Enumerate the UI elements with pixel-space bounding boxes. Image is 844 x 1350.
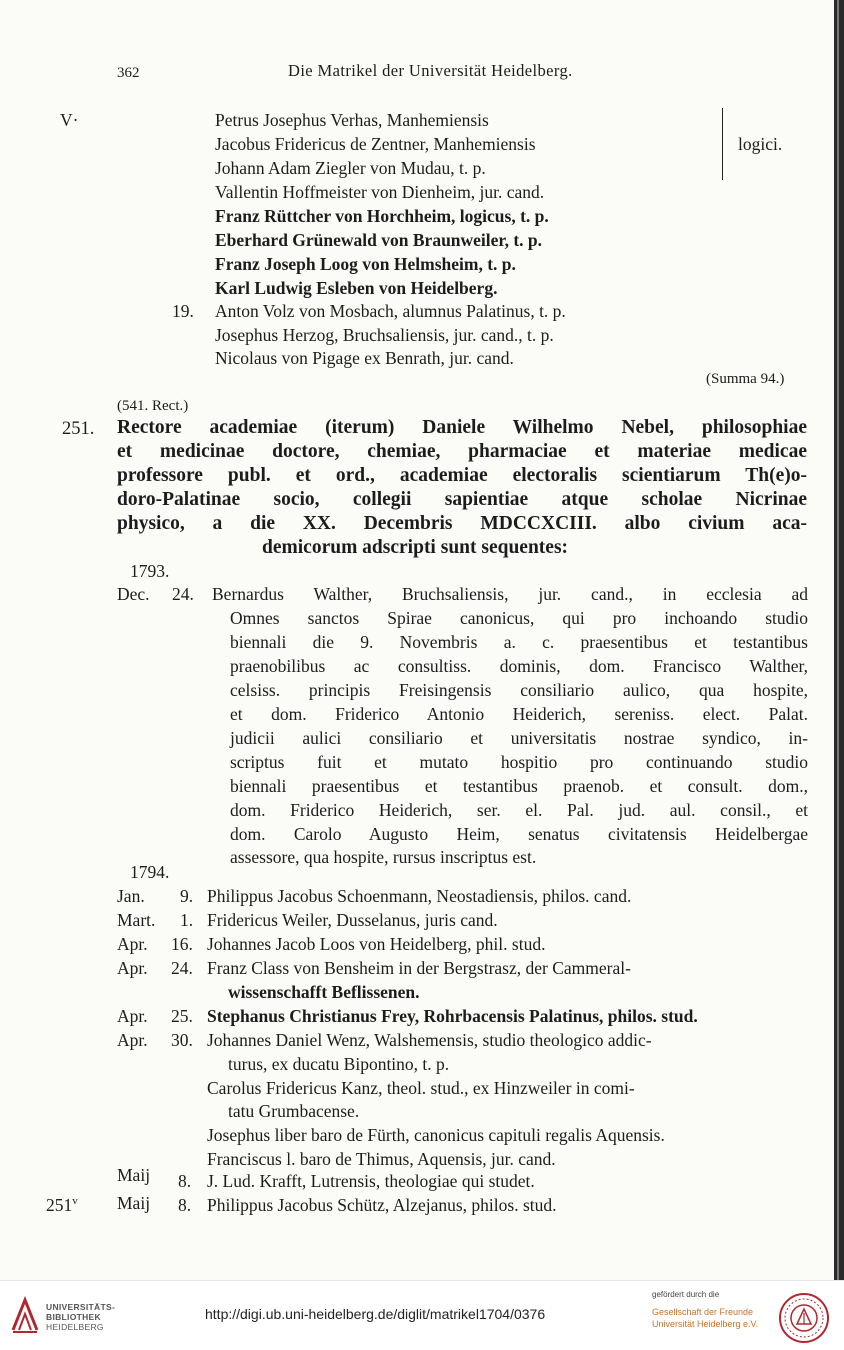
list-item: Eberhard Grünewald von Braunweiler, t. p. [215,230,543,250]
list-item: Franz Rüttcher von Horchheim, logicus, t. p. [215,206,549,226]
entry-day: 24. [172,584,194,604]
summa-note: (Summa 94.) [706,371,785,387]
entry-text: et dom. Friderico Antonio Heiderich, sereniss. elect. Palat. [230,704,808,724]
entry-month: Mart. [117,910,156,930]
entry-text: turus, ex ducatu Bipontino, t. p. [228,1054,450,1074]
entry-month: Apr. [117,934,148,954]
entry-day: 30. [171,1030,193,1050]
entry-day: 9. [180,886,194,906]
sponsor-label: gefördert durch die [652,1290,720,1299]
entry-day: 25. [171,1006,193,1026]
sponsor-line: Universität Heidelberg e.V. [652,1319,759,1329]
entry-text: celsiss. principis Freisingensis consiliario aulico, qua hospite, [230,680,808,700]
library-line: UNIVERSITÄTS- [46,1302,116,1312]
entry-month: Apr. [117,958,148,978]
page-number: 362 [117,65,140,81]
running-title: Die Matrikel der Universität Heidelberg. [288,61,573,80]
rectorate-line: professore publ. et ord., academiae electoralis scientiarum Th(e)o- [117,465,807,486]
entry-text: dom. Carolo Augusto Heim, senatus civitatensis Heidelbergae [230,824,808,844]
entry-day: 8. [178,1195,192,1215]
entry-text: judicii aulici consiliario et universitatis nostrae syndico, in- [230,728,808,748]
entry-day: 1. [180,910,194,930]
entry-text: Carolus Fridericus Kanz, theol. stud., ex Hinzweiler in comi- [207,1078,635,1098]
page-edge [834,0,844,1280]
entry-text: Johannes Jacob Loos von Heidelberg, phil. stud. [207,934,546,954]
entry-text: dom. Friderico Heiderich, ser. el. Pal. jud. aul. consil., et [230,800,808,820]
entry-text: Philippus Jacobus Schoenmann, Neostadiensis, philos. cand. [207,886,632,906]
margin-note-sup: v [72,1195,78,1207]
margin-note-number: 251 [46,1194,73,1215]
rectorate-line: demicorum adscripti sunt sequentes: [262,537,569,558]
year-heading: 1793. [130,561,170,581]
sponsor-name [652,1306,758,1330]
entry-text: J. Lud. Krafft, Lutrensis, theologiae qui studet. [207,1171,535,1191]
brace-note: logici. [738,134,783,154]
list-item: Franz Joseph Loog von Helmsheim, t. p. [215,254,516,274]
entry-text: tatu Grumbacense. [228,1101,360,1121]
year-heading: 1794. [130,862,170,882]
entry-number: 19. [172,301,194,321]
source-url-link[interactable]: http://digi.ub.uni-heidelberg.de/diglit/matrikel1704/0376 [205,1306,546,1322]
library-logo-icon [10,1296,40,1334]
entry-text: assessore, qua hospite, rursus inscriptus est. [230,847,537,867]
entry-text: biennali die 9. Novembris a. c. praesentibus et testantibus [230,632,808,652]
entry-day: 16. [171,934,193,954]
library-line: HEIDELBERG [46,1322,104,1332]
list-item: Jacobus Fridericus de Zentner, Manhemiensis [215,134,536,154]
entry-text: Omnes sanctos Spirae canonicus, qui pro inchoando studio [230,608,808,628]
entry-text: wissenschafft Beflissenen. [228,982,420,1002]
sponsor-line: Gesellschaft der Freunde [652,1307,754,1317]
entry-month: Jan. [117,886,145,906]
entry-month: Apr. [117,1006,148,1026]
entry-month: Maij [117,1165,151,1185]
list-item: Josephus Herzog, Bruchsaliensis, jur. cand., t. p. [215,325,554,345]
entry-text: scriptus fuit et mutato hospitio pro continuando studio [230,752,808,772]
entry-text: Fridericus Weiler, Dusselanus, juris cand. [207,910,498,930]
list-item: Vallentin Hoffmeister von Dienheim, jur. cand. [215,182,545,202]
entry-month: Maij [117,1193,151,1213]
rectorate-number: 251. [62,419,95,439]
rect-note: (541. Rect.) [117,398,189,414]
entry-text: Stephanus Christianus Frey, Rohrbacensis Palatinus, philos. stud. [207,1006,698,1026]
entry-day: 8. [178,1171,192,1191]
library-name [46,1302,115,1332]
entry-text: biennali praesentibus et testantibus praenob. et consult. dom., [230,776,808,796]
entry-text: Johannes Daniel Wenz, Walshemensis, studio theologico addic- [207,1030,652,1050]
entry-text: praenobilibus ac consultiss. dominis, dom. Francisco Walther, [230,656,808,676]
list-item: Karl Ludwig Esleben von Heidelberg. [215,278,498,298]
rectorate-line: et medicinae doctore, chemiae, pharmaciae et materiae medicae [117,441,807,462]
entry-text: Bernardus Walther, Bruchsaliensis, jur. cand., in ecclesia ad [212,584,808,604]
university-seal-icon [778,1292,830,1344]
entry-day: 24. [171,958,193,978]
brace-bracket [712,108,723,180]
rectorate-line: doro-Palatinae socio, collegii sapientiae atque scholae Nicrinae [117,489,807,510]
rectorate-line: physico, a die XX. Decembris MDCCXCIII. albo civium aca- [117,513,807,534]
entry-month: Apr. [117,1030,148,1050]
section-marker: V· [60,110,79,130]
list-item: Petrus Josephus Verhas, Manhemiensis [215,110,489,130]
entry-text: Josephus liber baro de Fürth, canonicus capituli regalis Aquensis. [207,1125,665,1145]
entry-text: Franz Class von Bensheim in der Bergstrasz, der Cammeral- [207,958,631,978]
list-item: Johann Adam Ziegler von Mudau, t. p. [215,158,486,178]
library-line: BIBLIOTHEK [46,1312,101,1322]
list-item: Nicolaus von Pigage ex Benrath, jur. cand. [215,348,514,368]
entry-text: Franciscus l. baro de Thimus, Aquensis, jur. cand. [207,1149,556,1169]
entry-text: Philippus Jacobus Schütz, Alzejanus, philos. stud. [207,1195,557,1215]
margin-note [46,1190,78,1216]
rectorate-line: Rectore academiae (iterum) Daniele Wilhelmo Nebel, philosophiae [117,417,807,438]
entry-month: Dec. [117,584,150,604]
list-item: Anton Volz von Mosbach, alumnus Palatinus, t. p. [215,301,566,321]
